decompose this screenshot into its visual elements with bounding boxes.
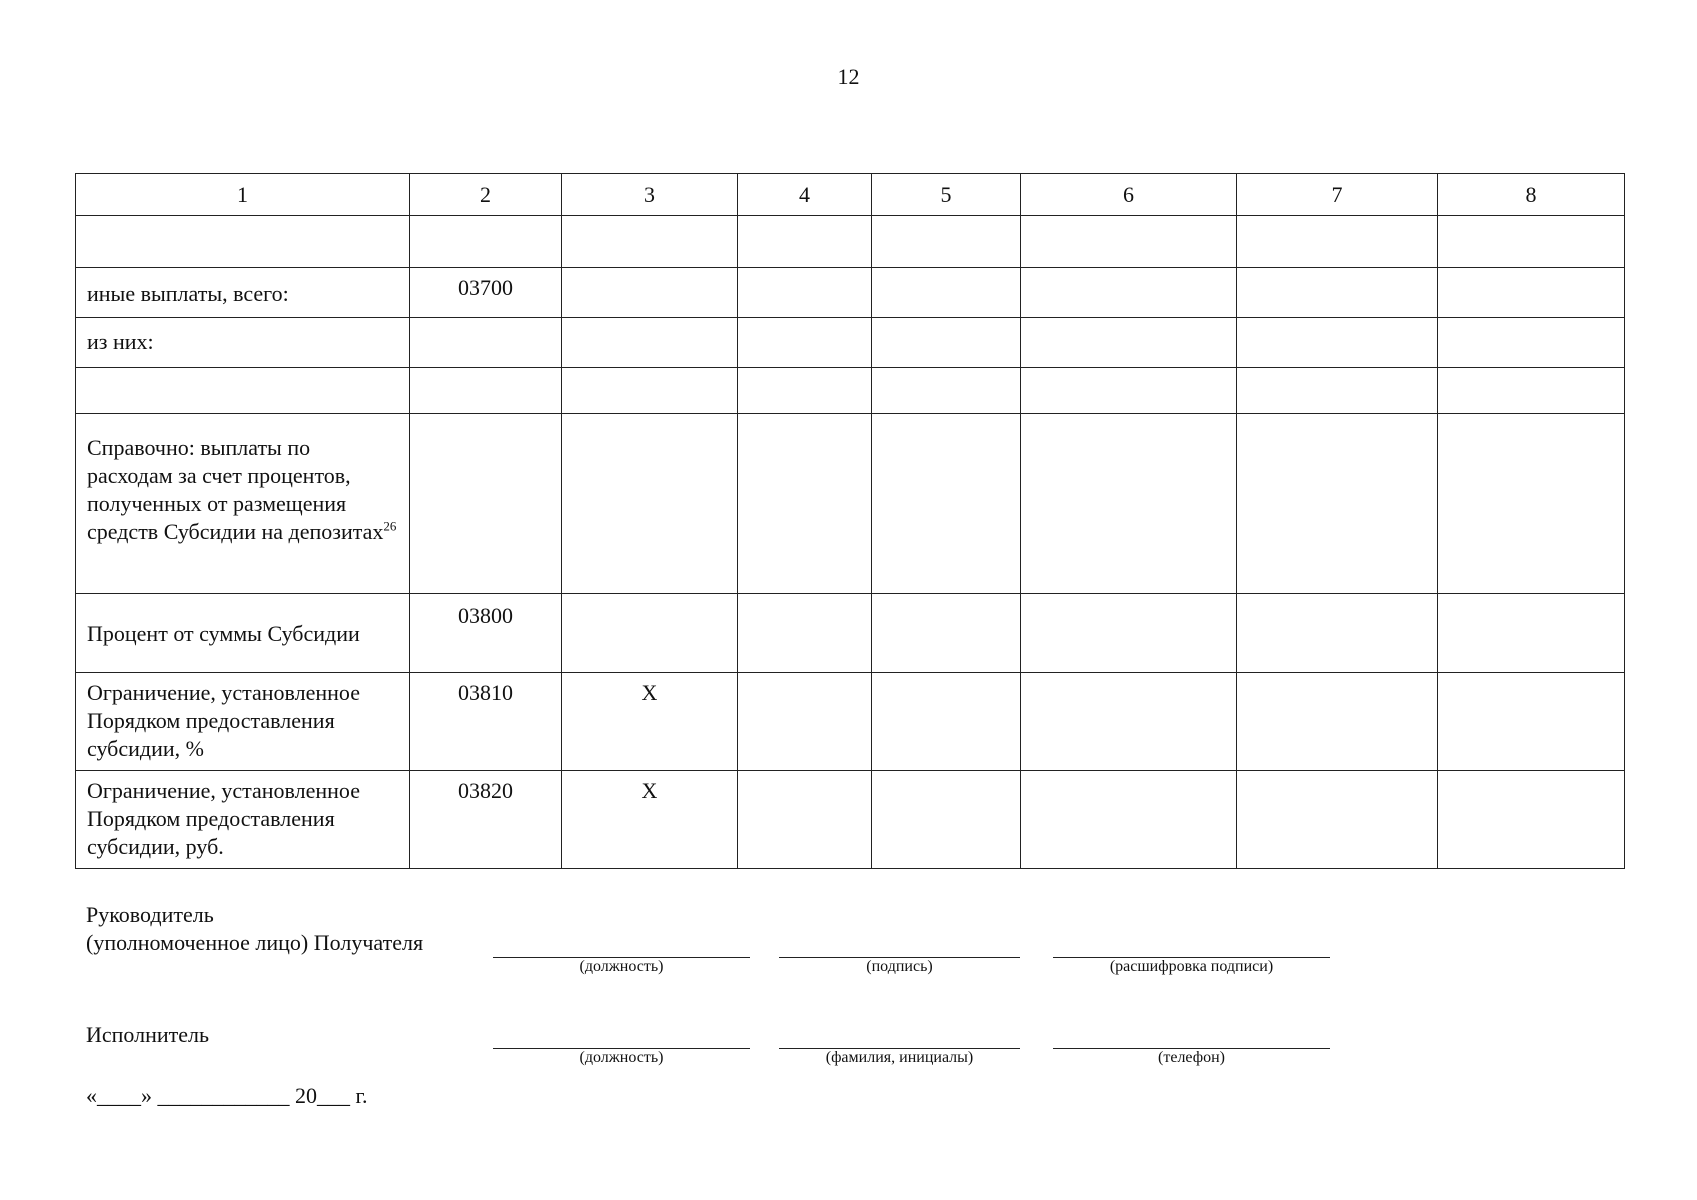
row-label [76,216,410,268]
row-code [410,414,562,594]
column-number: 3 [562,174,738,216]
row-label: иные выплаты, всего: [76,268,410,318]
signature-head-line2: (уполномоченное лицо) Получателя [86,930,424,955]
report-table [75,173,1625,869]
row-code: 03700 [410,268,562,318]
date-line: «____» ____________ 20___ г. [86,1083,368,1108]
row-cell [1237,268,1438,318]
row-cell: X [562,771,738,869]
executor-phone-field: (телефон) [1053,1048,1330,1067]
row-cell [1438,216,1625,268]
row-code [410,216,562,268]
row-code: 03820 [410,771,562,869]
row-cell [1237,673,1438,771]
row-cell [738,673,872,771]
row-cell [872,216,1021,268]
row-cell [1237,318,1438,368]
column-number-row [76,174,1625,216]
row-cell [1438,594,1625,673]
row-label: Процент от суммы Субсидии [76,594,410,673]
row-cell [738,216,872,268]
column-number: 6 [1021,174,1237,216]
table-row [76,771,1625,869]
signature-head-label [86,901,423,957]
column-number: 1 [76,174,410,216]
executor-position-field: (должность) [493,1048,750,1067]
row-cell [1021,771,1237,869]
row-label: из них: [76,318,410,368]
row-cell [562,216,738,268]
table-row [76,216,1625,268]
row-cell [1438,673,1625,771]
column-number: 2 [410,174,562,216]
row-cell [1021,268,1237,318]
row-cell [1438,771,1625,869]
row-cell [872,673,1021,771]
table-row [76,414,1625,594]
column-number: 4 [738,174,872,216]
row-cell [872,318,1021,368]
row-cell [1237,414,1438,594]
row-label: Ограничение, установленное Порядком предоставления субсидии, % [76,673,410,771]
executor-label: Исполнитель [86,1022,210,1047]
row-cell [1438,318,1625,368]
row-cell [1021,216,1237,268]
row-cell [738,414,872,594]
row-code [410,318,562,368]
table-row [76,318,1625,368]
row-cell [738,268,872,318]
row-cell [562,268,738,318]
row-cell [872,268,1021,318]
row-cell [562,318,738,368]
row-cell [872,594,1021,673]
row-cell [1237,594,1438,673]
page-number: 12 [837,64,860,89]
signature-field: (подпись) [779,957,1020,976]
row-cell [1021,368,1237,414]
row-cell [738,594,872,673]
row-cell [738,368,872,414]
row-cell [562,414,738,594]
row-cell [1237,216,1438,268]
table-row [76,368,1625,414]
row-label-text: Справочно: выплаты по расходам за счет процентов, полученных от размещения средств Субсидии на депозитах [87,435,384,544]
row-code [410,368,562,414]
row-code: 03810 [410,673,562,771]
column-number: 8 [1438,174,1625,216]
row-cell [1021,673,1237,771]
row-cell [1438,414,1625,594]
table-row [76,673,1625,771]
column-number: 7 [1237,174,1438,216]
row-cell [872,368,1021,414]
footnote-marker: 26 [383,518,397,534]
row-cell [872,771,1021,869]
row-cell [562,594,738,673]
row-cell [1021,414,1237,594]
table-row [76,268,1625,318]
row-cell [738,771,872,869]
signature-decoding-field: (расшифровка подписи) [1053,957,1330,976]
position-field: (должность) [493,957,750,976]
row-cell [1021,594,1237,673]
row-label: Ограничение, установленное Порядком предоставления субсидии, руб. [76,771,410,869]
column-number: 5 [872,174,1021,216]
row-cell [738,318,872,368]
row-code: 03800 [410,594,562,673]
row-cell: X [562,673,738,771]
row-label [76,368,410,414]
row-cell [1438,368,1625,414]
row-cell [1438,268,1625,318]
executor-name-field: (фамилия, инициалы) [779,1048,1020,1067]
row-cell [562,368,738,414]
signature-head-line1: Руководитель [86,902,214,927]
row-cell [872,414,1021,594]
row-label [76,414,410,594]
table-row [76,594,1625,673]
row-cell [1237,771,1438,869]
row-cell [1021,318,1237,368]
row-cell [1237,368,1438,414]
